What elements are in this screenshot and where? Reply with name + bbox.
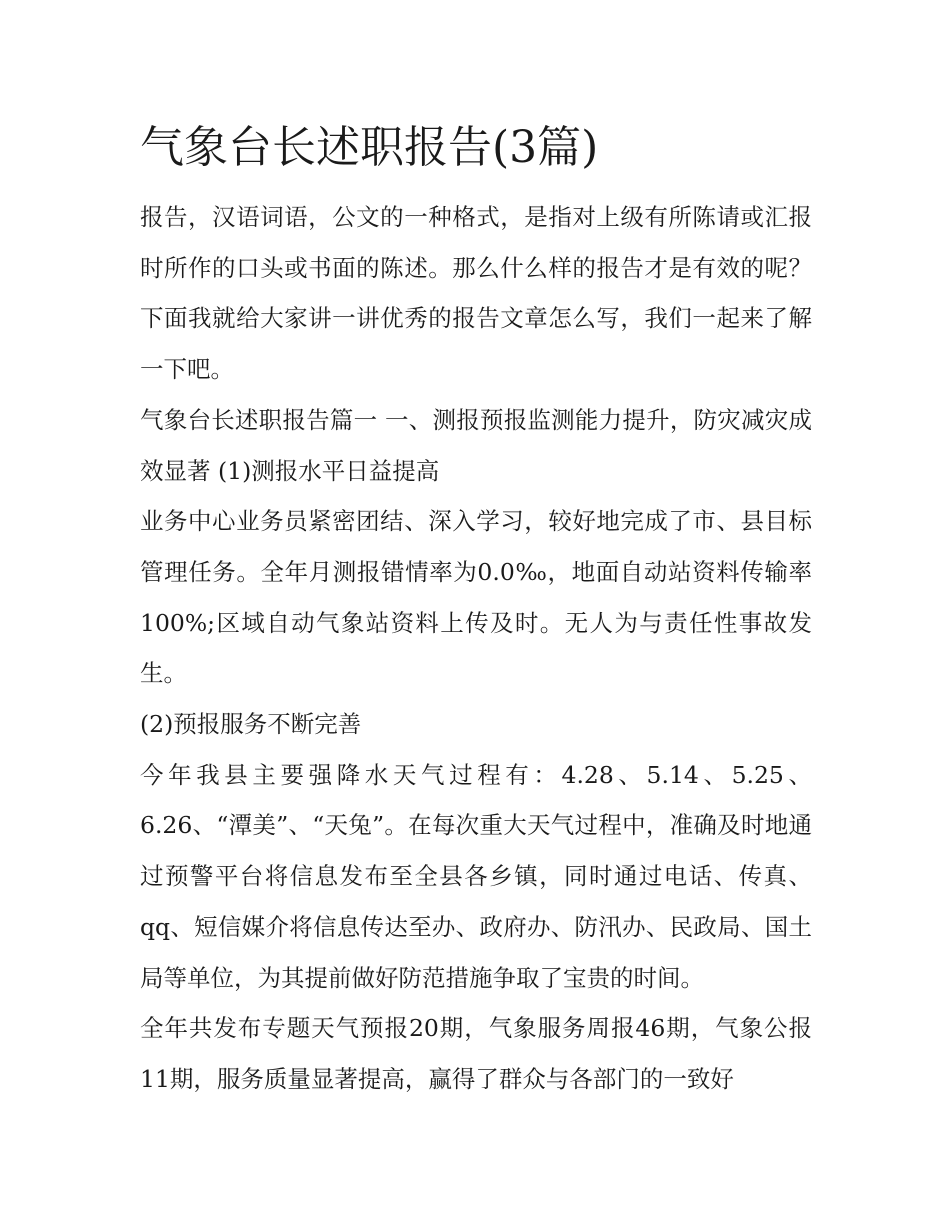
paragraph-weather-events: 今年我县主要强降水天气过程有：4.28、5.14、5.25、6.26、“潭美”、“天兔”。在每次重大天气过程中，准确及时地通过预警平台将信息发布至全县各乡镇，同时通过电话、传真、qq、短信媒介将信息传达至办、政府办、防汛办、民政局、国土局等单位，为其提前做好防范措施争取了宝贵的时间。 [140, 760, 812, 992]
paragraph-intro: 报告，汉语词语，公文的一种格式，是指对上级有所陈请或汇报时所作的口头或书面的陈述。那么什么样的报告才是有效的呢？下面我就给大家讲一讲优秀的报告文章怎么写，我们一起来了解一下吧。 [140, 203, 812, 384]
paragraph-publications: 全年共发布专题天气预报20期，气象服务周报46期，气象公报11期，服务质量显著提高，赢得了群众与各部门的一致好 [140, 1014, 812, 1093]
paragraph-section-heading: 气象台长述职报告篇一 一、测报预报监测能力提升，防灾减灾成效显著 (1)测报水平日益提高 [140, 405, 812, 485]
document-title: 气象台长述职报告(3篇) [140, 122, 599, 173]
paragraph-subheading-forecast: (2)预报服务不断完善 [140, 710, 362, 739]
paragraph-observation: 业务中心业务员紧密团结、深入学习，较好地完成了市、县目标管理任务。全年月测报错情率为0.0‰，地面自动站资料传输率100%;区域自动气象站资料上传及时。无人为与责任性事故发生。 [140, 507, 812, 688]
document-page [140, 118, 812, 1105]
